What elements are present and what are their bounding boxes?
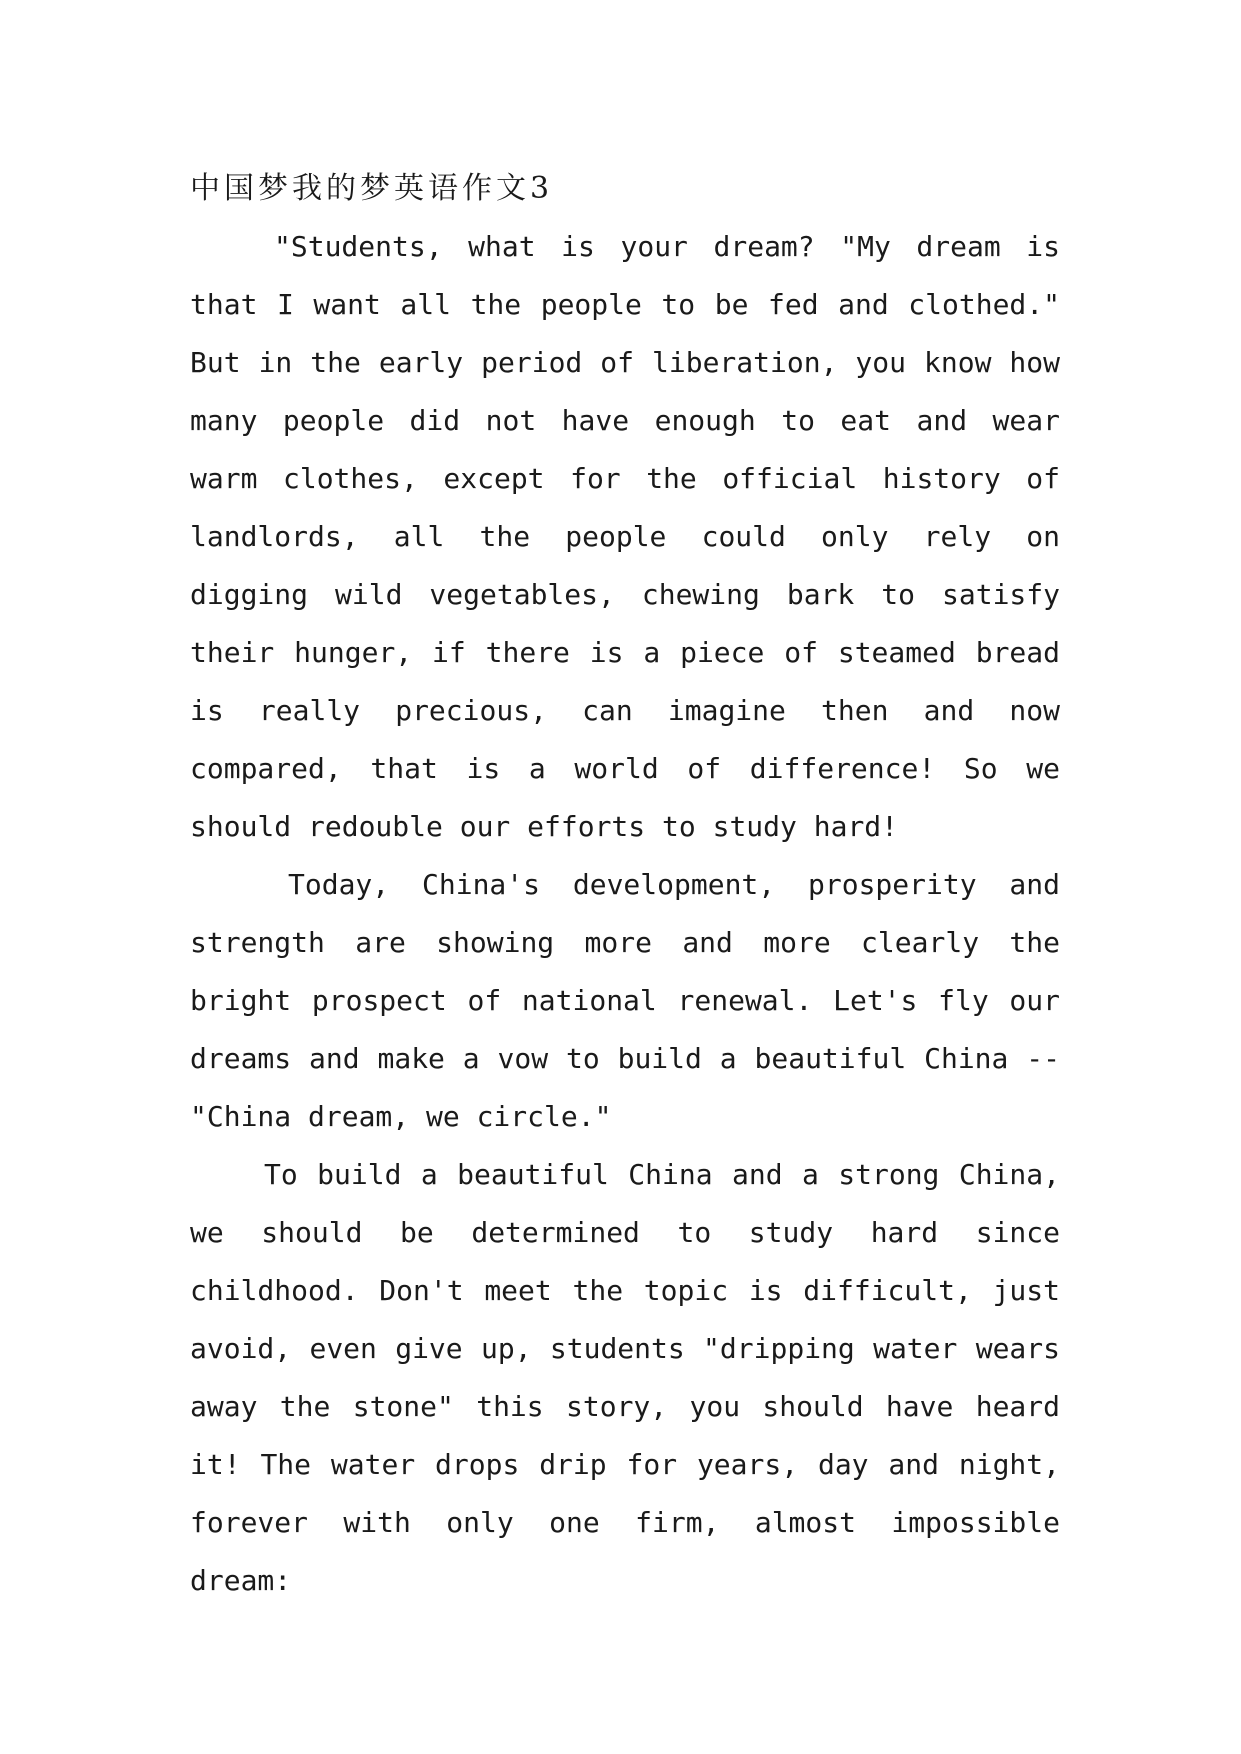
document-body [190,160,1060,1610]
paragraph-1: "Students, what is your dream? "My dream is that I want all the people to be fed and clothed." But in the early period of liberation, you know how many people did not have enough to eat and wear warm clothes, except for the official history of landlords, all the people could only rely on digging wild vegetables, chewing bark to satisfy their hunger, if there is a piece of steamed bread is really precious, can imagine then and now compared, that is a world of difference! So we should redouble our efforts to study hard! [190,230,1060,843]
paragraph-3: To build a beautiful China and a strong China, we should be determined to study hard since childhood. Don't meet the topic is difficult, just avoid, even give up, students "dripping water wears away the stone" this story, you should have heard it! The water drops drip for years, day and night, forever with only one firm, almost impossible dream: [190,1158,1060,1597]
paragraph-2: Today, China's development, prosperity and strength are showing more and more clearly the bright prospect of national renewal. Let's fly our dreams and make a vow to build a beautiful China -- "China dream, we circle." [190,868,1060,1133]
document-title: 中国梦我的梦英语作文3 [190,171,554,206]
